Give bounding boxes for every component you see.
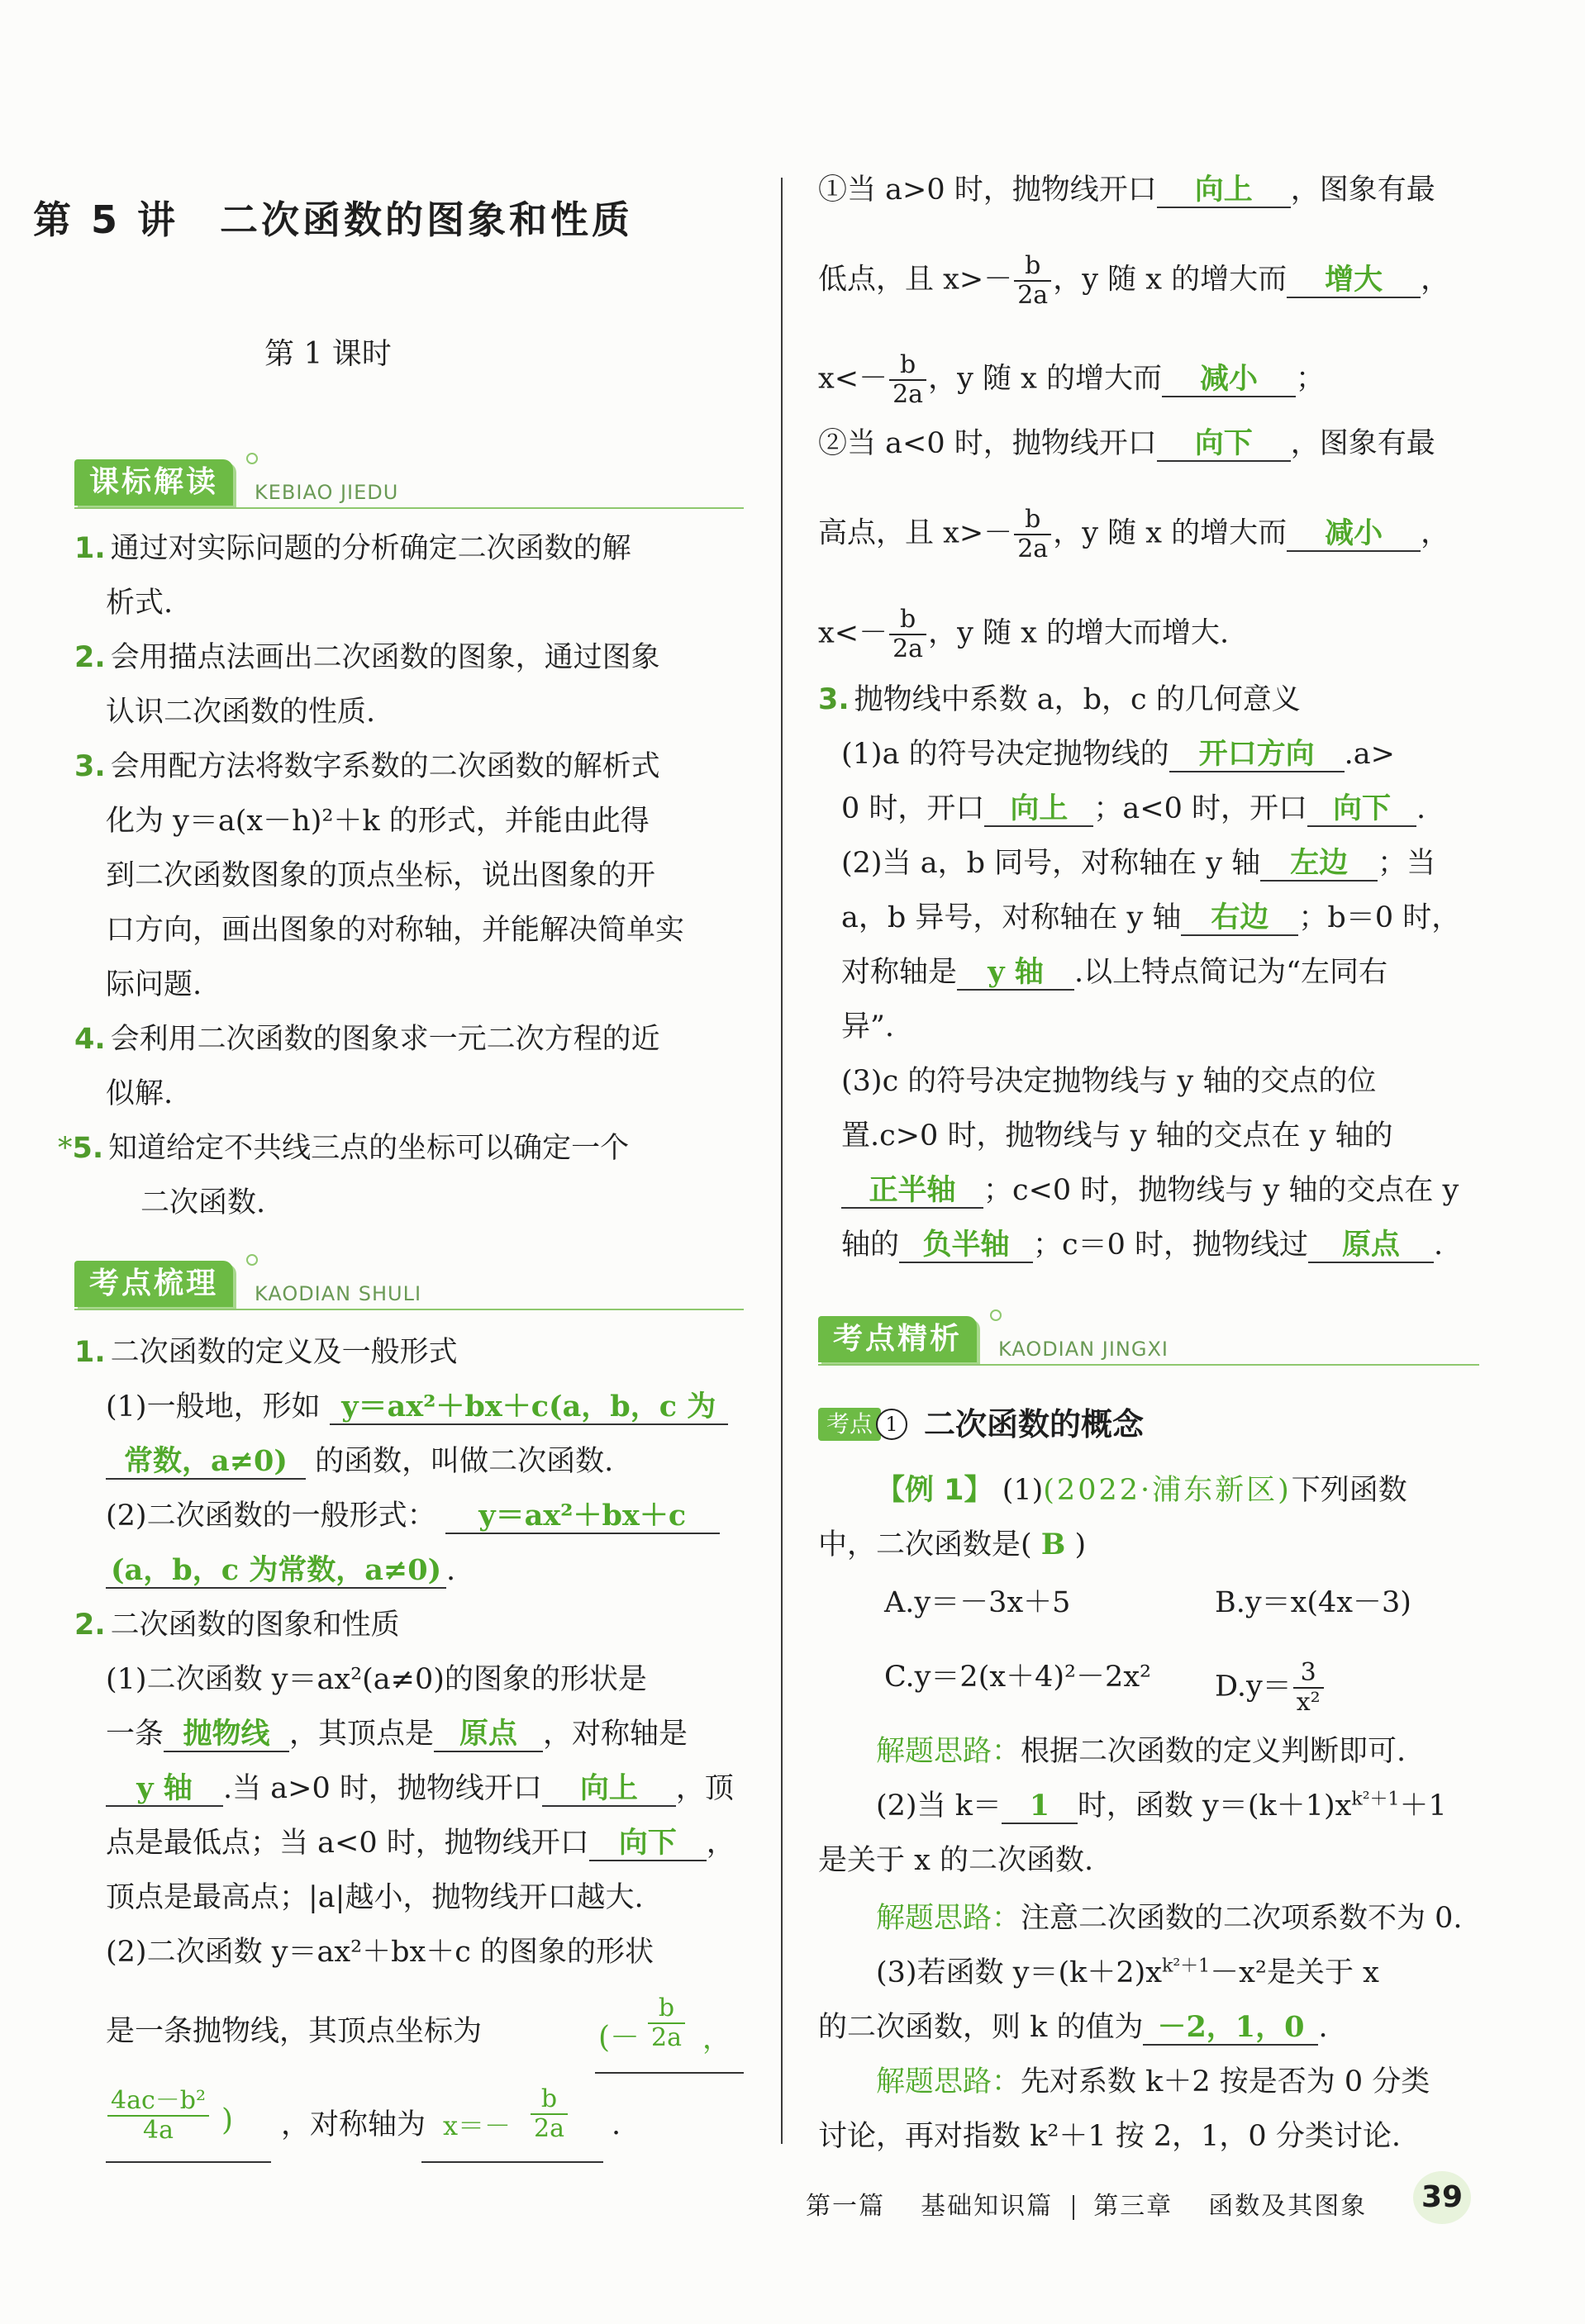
answer-blank: y＝ax²＋bx＋c	[445, 1499, 720, 1534]
kebiao-item-3-cont: 口方向，画出图象的对称轴，并能解决简单实	[106, 914, 685, 947]
kaodian-1-line: (2)二次函数的一般形式： y＝ax²＋bx＋c	[106, 1498, 720, 1534]
kaodian-2-line: y 轴 .当 a>0 时，抛物线开口 向上 ，顶	[106, 1770, 734, 1807]
kaodian-1-title: 1. 二次函数的定义及一般形式	[74, 1336, 458, 1369]
kaodian-1-line: 常数，a≠0) 的函数，叫做二次函数.	[106, 1443, 613, 1480]
kebiao-item-1-cont: 析式.	[106, 587, 174, 620]
section-tag: 考点精析	[818, 1316, 977, 1362]
right-line: 高点，且 x>－ $\frac{b}{2a}$ ，y 随 x 的增大而 减小 ，	[818, 505, 1450, 563]
kaodian-2-line: .	[612, 2108, 621, 2141]
option-a: A.y＝－3x＋5	[884, 1586, 1071, 1619]
fraction: $\frac{3}{\text{x²}}$	[1293, 1659, 1324, 1717]
axis-blank: x＝－ $\frac{b}{2a}$	[421, 2082, 603, 2163]
kebiao-item-3-cont: 化为 y＝a(x－h)²＋k 的形式，并能由此得	[106, 805, 650, 838]
kaodian-2-line: (1)二次函数 y＝ax²(a≠0)的图象的形状是	[106, 1663, 647, 1696]
example-line: 【例 1】 (1)(2022·浦东新区)下列函数	[876, 1474, 1407, 1507]
answer-blank: 原点	[1308, 1229, 1434, 1263]
chapter-title	[33, 190, 633, 245]
kaodian-1-heading: 考点 1 二次函数的概念	[818, 1404, 1144, 1442]
column-divider	[781, 178, 783, 2144]
answer-blank: 向下	[1157, 427, 1291, 462]
page-footer	[806, 2185, 1367, 2222]
kebiao-item-2-cont: 认识二次函数的性质.	[106, 696, 376, 729]
right-line: 正半轴 ；c<0 时，抛物线与 y 轴的交点在 y	[841, 1172, 1459, 1209]
kaodian-badge: 考点	[818, 1408, 881, 1441]
answer-blank: 左边	[1260, 847, 1378, 882]
answer-blank: 增大	[1287, 264, 1421, 298]
kaodian-2-line: 点是最低点；当 a<0 时，抛物线开口 向下 ，	[106, 1826, 735, 1860]
answer-blank: 右边	[1181, 901, 1298, 936]
fraction: $\frac{b}{2a}$	[1014, 506, 1051, 563]
right-line: 0 时，开口 向上 ；a<0 时，开口 向下 .	[841, 791, 1426, 825]
option-b: B.y＝x(4x－3)	[1215, 1586, 1411, 1619]
answer-blank: 减小	[1162, 363, 1296, 397]
kaodian-1-line: (a，b，c 为常数，a≠0) .	[106, 1552, 455, 1589]
right-line: 轴的 负半轴 ；c＝0 时，抛物线过 原点 .	[841, 1228, 1444, 1262]
section-rule	[818, 1364, 1479, 1366]
kaodian-2-line: 顶点是最高点；|a|越小，抛物线开口越大.	[106, 1881, 644, 1914]
answer-blank: 抛物线	[164, 1718, 289, 1752]
example-line: (2)当 k＝ 1 时，函数 $y=(k+1)x^{k^2+1}+1$	[876, 1789, 1447, 1823]
chapter-number: 第 5 讲	[33, 197, 179, 242]
right-line: ①当 a>0 时，抛物线开口 向上 ，图象有最	[818, 173, 1435, 207]
footer-chapter: 第三章	[1093, 2192, 1173, 2221]
answer-blank: 1	[1002, 1789, 1078, 1824]
option-c: C.y＝2(x＋4)²－2x²	[884, 1661, 1152, 1694]
chapter-topic: 二次函数的图象和性质	[220, 197, 634, 242]
right-line: a，b 异号，对称轴在 y 轴 右边 ；b＝0 时，	[841, 901, 1461, 934]
page-number: 39	[1413, 2171, 1471, 2224]
section-kaodian-header	[74, 1254, 744, 1312]
section-en: KAODIAN JINGXI	[998, 1338, 1169, 1361]
kebiao-item-2: 2. 会用描点法画出二次函数的图象，通过图象	[74, 641, 660, 674]
answer-blank: y＝ax²＋bx＋c(a，b，c 为	[330, 1390, 728, 1425]
vertex-blank-2: $\frac{\text{4ac－b²}}{4a}$ )	[106, 2082, 271, 2163]
footer-part: 第一篇	[806, 2192, 885, 2221]
section-jingxi-header	[818, 1309, 1479, 1367]
section-tag: 课标解读	[74, 459, 233, 506]
example-line: 是关于 x 的二次函数.	[818, 1844, 1094, 1877]
answer-blank: 向上	[1157, 173, 1291, 208]
right-line: (1)a 的符号决定抛物线的 开口方向 .a>	[841, 737, 1395, 771]
example-line: 的二次函数，则 k 的值为 －2，1，0 .	[818, 2010, 1328, 2044]
kebiao-item-3: 3. 会用配方法将数字系数的二次函数的解析式	[74, 750, 660, 783]
vertex-x-fraction: $\frac{b}{2a}$	[648, 1994, 685, 2052]
kaodian-1-line: (1)一般地，形如 y＝ax²＋bx＋c(a，b，c 为	[106, 1389, 728, 1425]
answer-blank: 原点	[434, 1718, 543, 1752]
example-line: (3)若函数 $y=(k+2)x^{k^2+1}-x^2$是关于 x	[876, 1956, 1379, 1989]
right-line: 低点，且 x>－ $\frac{b}{2a}$ ，y 随 x 的增大而 增大 ，	[818, 251, 1450, 310]
footer-topic: 函数及其图象	[1208, 2192, 1368, 2221]
kebiao-item-3-cont: 际问题.	[106, 968, 202, 1001]
fraction: $\frac{b}{2a}$	[889, 606, 926, 663]
fraction: $\frac{b}{2a}$	[1014, 252, 1051, 310]
think-line: 讨论，再对指数 k²＋1 按 2，1，0 分类讨论.	[818, 2120, 1401, 2153]
right-line: (2)当 a，b 同号，对称轴在 y 轴 左边 ；当	[841, 846, 1436, 880]
answer-blank: y 轴	[957, 956, 1074, 991]
kaodian-2-line: 一条 抛物线 ，其顶点是 原点 ，对称轴是	[106, 1717, 688, 1751]
footer-name: 基础知识篇	[921, 2192, 1054, 2221]
kaodian-number: 1	[876, 1409, 907, 1440]
answer-blank: (a，b，c 为常数，a≠0)	[106, 1554, 446, 1589]
right-line: 异”.	[841, 1010, 895, 1043]
answer-blank: －2，1，0	[1143, 2011, 1318, 2046]
kebiao-item-5-cont: 二次函数.	[140, 1186, 266, 1219]
kaodian-2-line: 是一条抛物线，其顶点坐标为	[106, 2015, 483, 2048]
think-line: 解题思路：注意二次函数的二次项系数不为 0.	[876, 1902, 1463, 1935]
answer-blank: 开口方向	[1169, 738, 1345, 772]
answer-blank: 向上	[984, 792, 1093, 827]
answer-blank: 向下	[589, 1827, 707, 1861]
kaodian-2-line: (2)二次函数 y＝ax²＋bx＋c 的图象的形状	[106, 1936, 654, 1969]
section3-title: 3. 抛物线中系数 a，b，c 的几何意义	[818, 683, 1301, 716]
decor-dot	[990, 1309, 1002, 1321]
example-line: 中，二次函数是( B )	[818, 1528, 1087, 1561]
decor-dot	[246, 453, 258, 464]
kebiao-item-4-cont: 似解.	[106, 1077, 174, 1110]
right-line: 对称轴是 y 轴 .以上特点简记为“左同右	[841, 955, 1388, 989]
kebiao-item-5: *5. 知道给定不共线三点的坐标可以确定一个	[58, 1132, 630, 1165]
kebiao-item-4: 4. 会利用二次函数的图象求一元二次方程的近	[74, 1023, 660, 1056]
option-d: D.y＝ $\frac{3}{\text{x²}}$	[1215, 1659, 1326, 1717]
section-rule	[74, 1309, 744, 1310]
decor-dot	[246, 1254, 258, 1266]
lesson-label: 第 1 课时	[264, 337, 392, 371]
think-line: 解题思路：根据二次函数的定义判断即可.	[876, 1735, 1407, 1768]
vertex-y-fraction: $\frac{\text{4ac－b²}}{4a}$	[107, 2087, 209, 2145]
answer-blank: 正半轴	[841, 1174, 983, 1209]
axis-fraction: $\frac{b}{2a}$	[531, 2085, 568, 2143]
section-rule	[74, 507, 744, 509]
kaodian-2-title: 2. 二次函数的图象和性质	[74, 1609, 400, 1642]
kebiao-item-3-cont: 到二次函数图象的顶点坐标，说出图象的开	[106, 859, 656, 892]
right-line: (3)c 的符号决定抛物线与 y 轴的交点的位	[841, 1065, 1377, 1098]
right-line: x<－ $\frac{b}{2a}$ ，y 随 x 的增大而增大.	[818, 605, 1230, 663]
answer-blank: 向下	[1307, 792, 1416, 827]
section-en: KEBIAO JIEDU	[255, 481, 399, 504]
answer-blank: 负半轴	[899, 1229, 1033, 1263]
answer-blank: 向上	[542, 1772, 676, 1807]
answer-blank: 常数，a≠0)	[106, 1445, 306, 1480]
answer-blank: y 轴	[106, 1772, 223, 1807]
right-line: ②当 a<0 时，抛物线开口 向下 ，图象有最	[818, 426, 1435, 460]
vertex-blank: (－ $\frac{b}{2a}$ ，	[595, 1993, 744, 2074]
section-en: KAODIAN SHULI	[255, 1282, 422, 1305]
think-line: 解题思路：先对系数 k＋2 按是否为 0 分类	[876, 2065, 1430, 2098]
kebiao-item-1: 1. 通过对实际问题的分析确定二次函数的解	[74, 532, 631, 565]
kaodian-2-line: ，对称轴为	[281, 2108, 426, 2141]
answer-blank: 减小	[1287, 517, 1421, 552]
right-line: x<－ $\frac{b}{2a}$ ，y 随 x 的增大而 减小 ；	[818, 350, 1325, 409]
right-line: 置.c>0 时，抛物线与 y 轴的交点在 y 轴的	[841, 1119, 1393, 1152]
section-tag: 考点梳理	[74, 1261, 233, 1307]
fraction: $\frac{b}{2a}$	[889, 351, 926, 409]
section-kebiao-header	[74, 453, 744, 511]
